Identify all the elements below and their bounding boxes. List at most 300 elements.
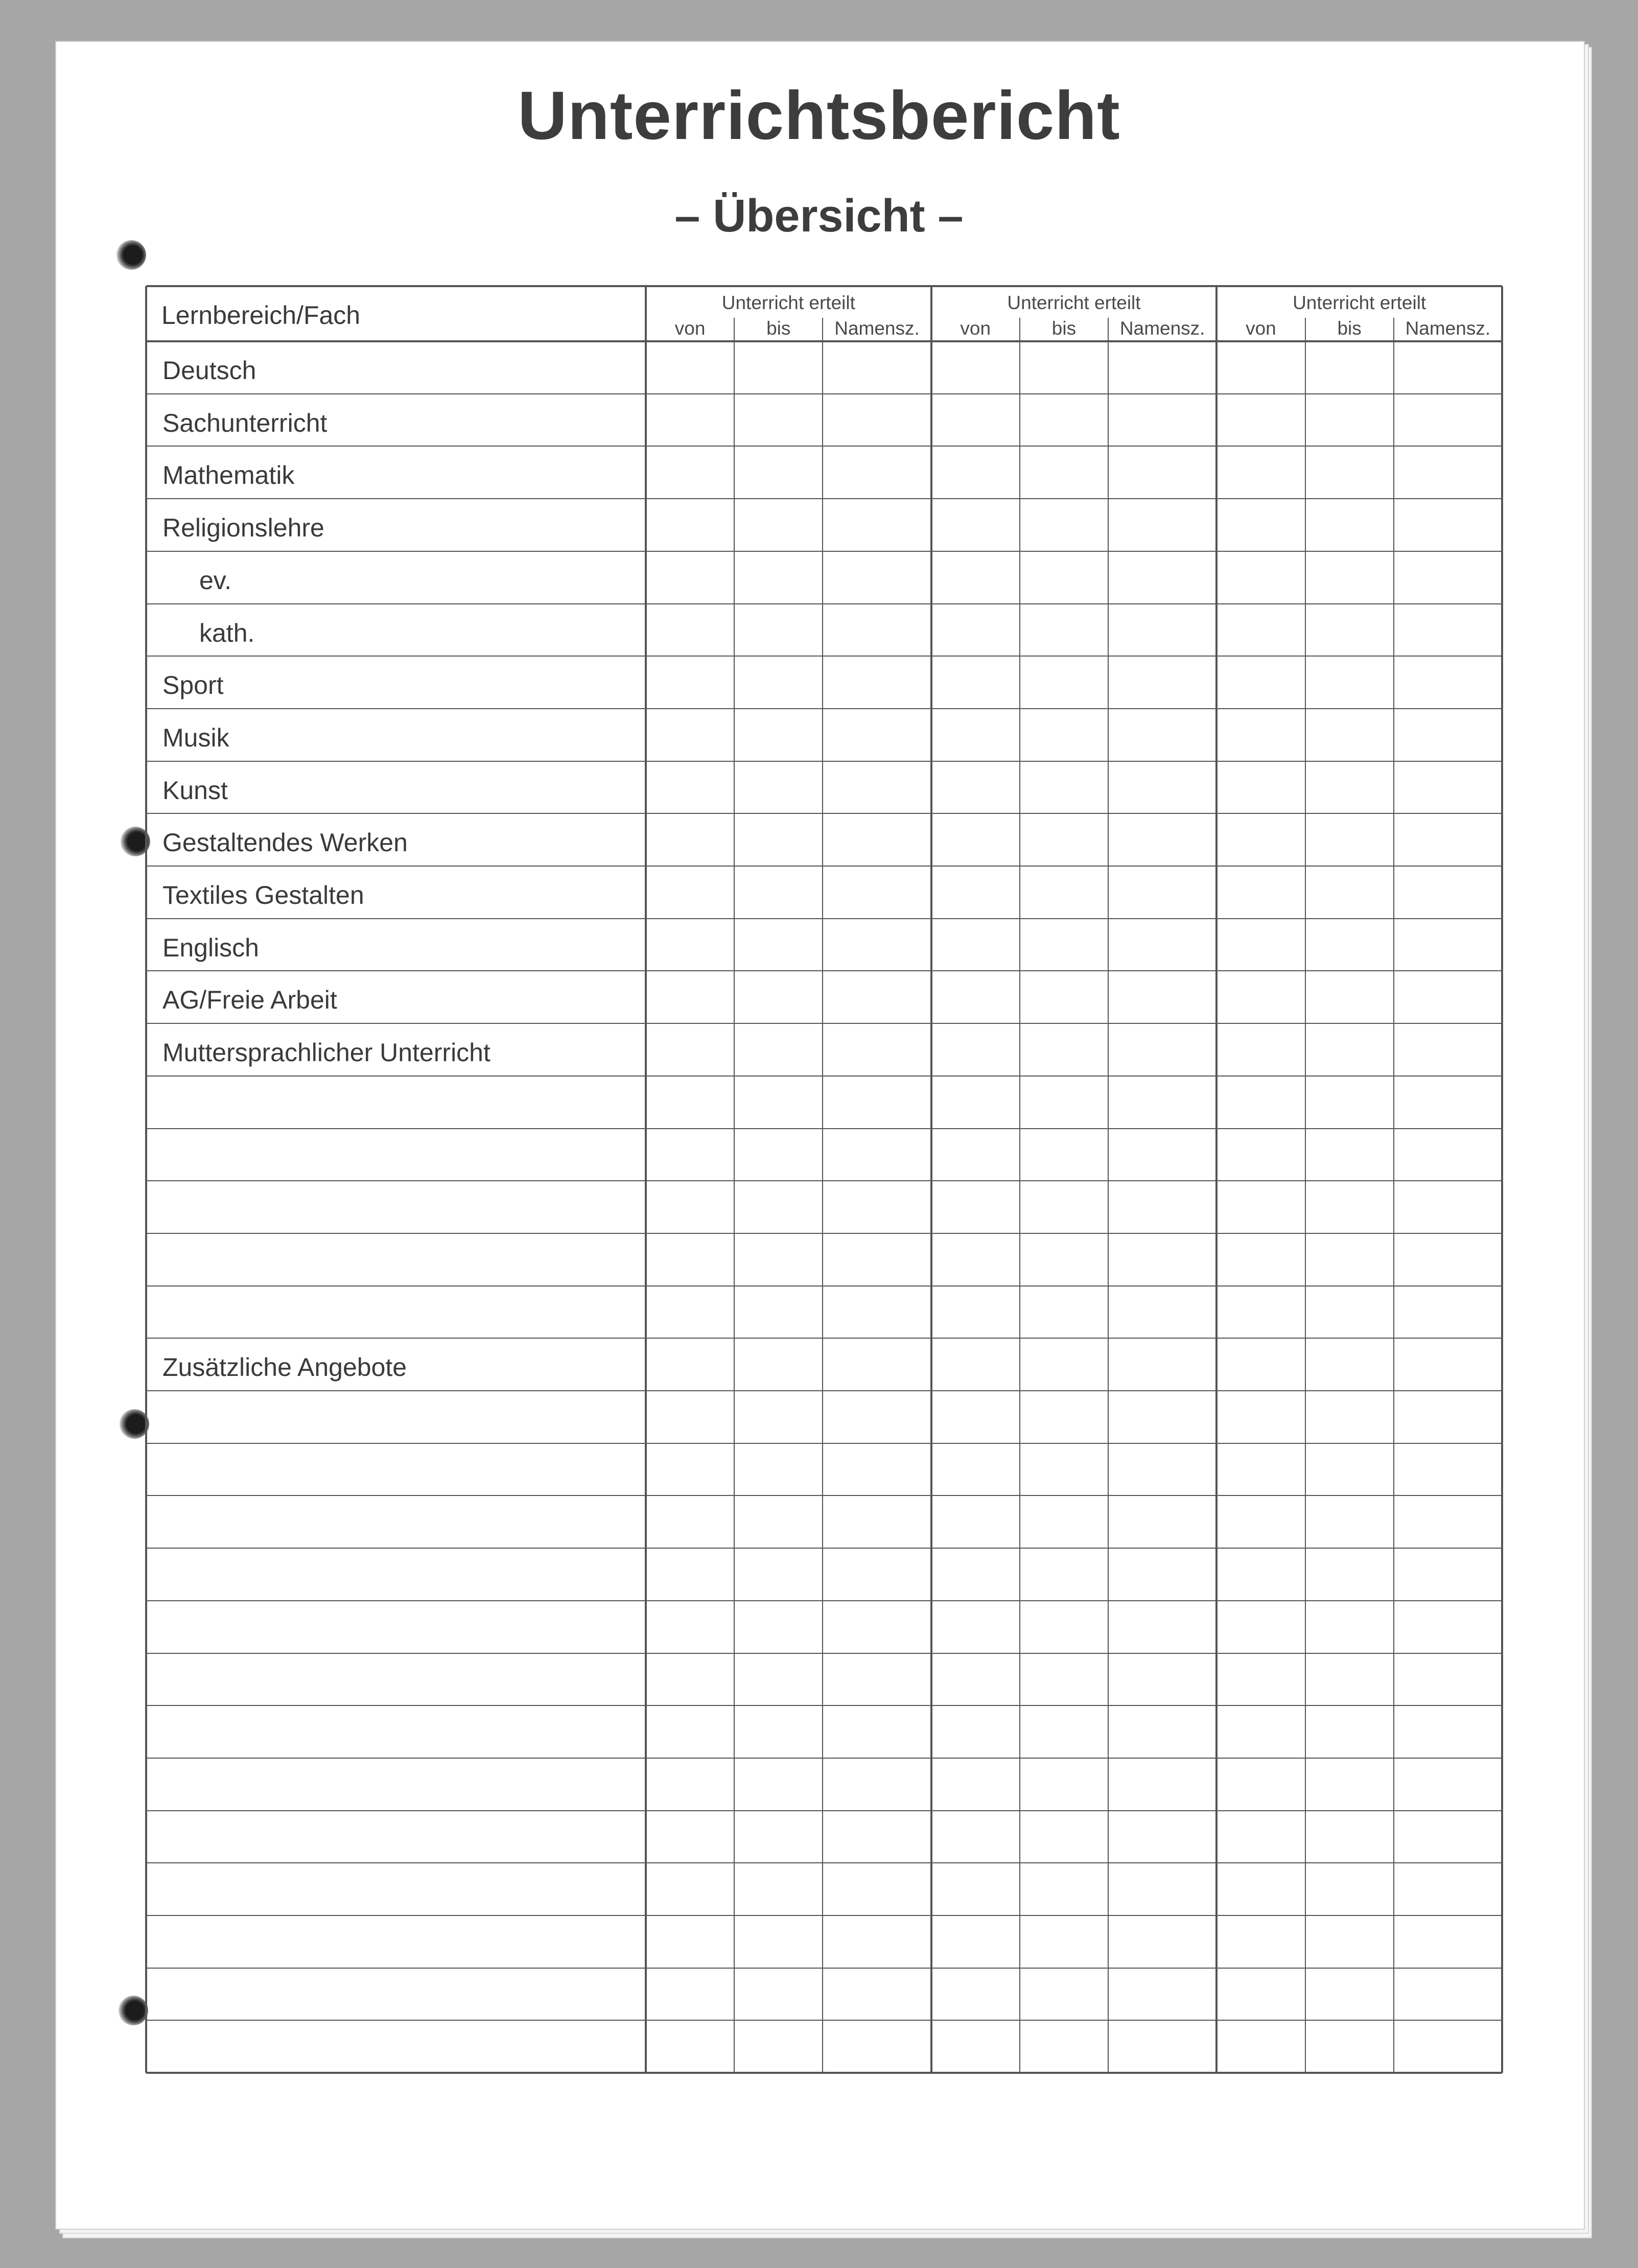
entry-cell-bis[interactable]	[1307, 343, 1392, 392]
entry-cell-von[interactable]	[1218, 2022, 1303, 2071]
entry-cell-von[interactable]	[647, 605, 733, 655]
entry-cell-von[interactable]	[933, 1707, 1018, 1757]
entry-cell-bis[interactable]	[1307, 1235, 1392, 1284]
entry-cell-namensz[interactable]	[1110, 1602, 1215, 1652]
entry-cell-namensz[interactable]	[1395, 763, 1501, 812]
entry-cell-namensz[interactable]	[824, 710, 929, 760]
entry-cell-namensz[interactable]	[824, 1812, 929, 1862]
row-separator	[146, 1338, 1502, 1339]
entry-cell-von[interactable]	[647, 1760, 733, 1809]
entry-cell-bis[interactable]	[736, 1392, 821, 1442]
entry-cell-bis[interactable]	[736, 1497, 821, 1547]
entry-cell-bis[interactable]	[1307, 1445, 1392, 1494]
entry-cell-von[interactable]	[647, 1025, 733, 1074]
entry-cell-namensz[interactable]	[1395, 1602, 1501, 1652]
entry-cell-von[interactable]	[933, 972, 1018, 1022]
entry-cell-bis[interactable]	[736, 605, 821, 655]
entry-cell-von[interactable]	[647, 500, 733, 550]
entry-cell-von[interactable]	[1218, 972, 1303, 1022]
entry-cell-von[interactable]	[933, 1917, 1018, 1967]
entry-cell-bis[interactable]	[1021, 448, 1107, 497]
entry-cell-bis[interactable]	[1021, 868, 1107, 917]
entry-cell-von[interactable]	[647, 1445, 733, 1494]
entry-cell-von[interactable]	[647, 972, 733, 1022]
entry-cell-namensz[interactable]	[1395, 1445, 1501, 1494]
entry-cell-von[interactable]	[1218, 815, 1303, 864]
entry-cell-von[interactable]	[1218, 1288, 1303, 1337]
entry-cell-namensz[interactable]	[1395, 1130, 1501, 1180]
entry-cell-namensz[interactable]	[824, 1970, 929, 2019]
entry-cell-namensz[interactable]	[1110, 1235, 1215, 1284]
entry-cell-bis[interactable]	[1307, 763, 1392, 812]
entry-cell-namensz[interactable]	[1110, 1497, 1215, 1547]
entry-cell-von[interactable]	[933, 763, 1018, 812]
entry-cell-bis[interactable]	[1021, 500, 1107, 550]
entry-cell-bis[interactable]	[1021, 972, 1107, 1022]
entry-cell-von[interactable]	[647, 710, 733, 760]
entry-cell-von[interactable]	[1218, 1392, 1303, 1442]
entry-cell-von[interactable]	[933, 1864, 1018, 1914]
entry-cell-namensz[interactable]	[1395, 1392, 1501, 1442]
entry-cell-namensz[interactable]	[1395, 1970, 1501, 2019]
entry-cell-namensz[interactable]	[1395, 710, 1501, 760]
entry-cell-namensz[interactable]	[824, 1130, 929, 1180]
entry-cell-bis[interactable]	[1021, 815, 1107, 864]
entry-cell-namensz[interactable]	[1395, 2022, 1501, 2071]
entry-cell-namensz[interactable]	[824, 1497, 929, 1547]
entry-cell-bis[interactable]	[1307, 500, 1392, 550]
entry-cell-namensz[interactable]	[1395, 343, 1501, 392]
entry-cell-von[interactable]	[933, 1288, 1018, 1337]
entry-cell-namensz[interactable]	[1395, 500, 1501, 550]
entry-cell-von[interactable]	[933, 1760, 1018, 1809]
entry-cell-bis[interactable]	[1021, 1288, 1107, 1337]
entry-cell-von[interactable]	[933, 1025, 1018, 1074]
entry-cell-bis[interactable]	[736, 1707, 821, 1757]
entry-cell-bis[interactable]	[1021, 605, 1107, 655]
entry-cell-namensz[interactable]	[1110, 2022, 1215, 2071]
entry-cell-von[interactable]	[647, 2022, 733, 2071]
entry-cell-von[interactable]	[647, 1707, 733, 1757]
entry-cell-von[interactable]	[1218, 658, 1303, 707]
entry-cell-bis[interactable]	[736, 448, 821, 497]
entry-cell-von[interactable]	[933, 1550, 1018, 1599]
entry-cell-bis[interactable]	[1307, 395, 1392, 445]
entry-cell-bis[interactable]	[1307, 815, 1392, 864]
entry-cell-namensz[interactable]	[1110, 605, 1215, 655]
entry-cell-von[interactable]	[647, 343, 733, 392]
entry-cell-namensz[interactable]	[1110, 1760, 1215, 1809]
entry-cell-bis[interactable]	[1021, 1445, 1107, 1494]
entry-cell-namensz[interactable]	[1395, 1182, 1501, 1232]
entry-cell-von[interactable]	[647, 1078, 733, 1127]
entry-cell-bis[interactable]	[736, 1550, 821, 1599]
entry-cell-bis[interactable]	[736, 343, 821, 392]
entry-cell-bis[interactable]	[1307, 1340, 1392, 1389]
entry-cell-namensz[interactable]	[1395, 972, 1501, 1022]
entry-cell-bis[interactable]	[1307, 710, 1392, 760]
entry-cell-namensz[interactable]	[1110, 1288, 1215, 1337]
row-separator	[146, 1128, 1502, 1129]
entry-cell-bis[interactable]	[1021, 710, 1107, 760]
entry-cell-namensz[interactable]	[1110, 395, 1215, 445]
entry-cell-bis[interactable]	[1307, 1864, 1392, 1914]
entry-cell-namensz[interactable]	[1110, 1025, 1215, 1074]
entry-cell-bis[interactable]	[1021, 1340, 1107, 1389]
entry-cell-namensz[interactable]	[1110, 1445, 1215, 1494]
entry-cell-von[interactable]	[1218, 1550, 1303, 1599]
entry-cell-namensz[interactable]	[1395, 868, 1501, 917]
entry-cell-bis[interactable]	[1307, 1655, 1392, 1704]
entry-cell-namensz[interactable]	[1395, 920, 1501, 970]
entry-cell-von[interactable]	[1218, 920, 1303, 970]
entry-cell-namensz[interactable]	[824, 395, 929, 445]
entry-cell-bis[interactable]	[736, 1340, 821, 1389]
entry-cell-namensz[interactable]	[1110, 1392, 1215, 1442]
entry-cell-namensz[interactable]	[1395, 1917, 1501, 1967]
entry-cell-bis[interactable]	[1307, 658, 1392, 707]
entry-cell-von[interactable]	[933, 1182, 1018, 1232]
entry-cell-von[interactable]	[933, 1497, 1018, 1547]
entry-cell-von[interactable]	[933, 1392, 1018, 1442]
entry-cell-namensz[interactable]	[1110, 868, 1215, 917]
entry-cell-namensz[interactable]	[1395, 1655, 1501, 1704]
entry-cell-namensz[interactable]	[1110, 1917, 1215, 1967]
entry-cell-namensz[interactable]	[824, 1655, 929, 1704]
entry-cell-namensz[interactable]	[1110, 1340, 1215, 1389]
entry-cell-bis[interactable]	[736, 1182, 821, 1232]
entry-cell-von[interactable]	[933, 1445, 1018, 1494]
entry-cell-von[interactable]	[1218, 1970, 1303, 2019]
entry-cell-bis[interactable]	[736, 1602, 821, 1652]
entry-cell-von[interactable]	[933, 1655, 1018, 1704]
entry-cell-von[interactable]	[647, 1235, 733, 1284]
entry-cell-von[interactable]	[647, 868, 733, 917]
entry-cell-namensz[interactable]	[1395, 1497, 1501, 1547]
entry-cell-bis[interactable]	[1021, 1970, 1107, 2019]
entry-cell-namensz[interactable]	[1110, 1655, 1215, 1704]
entry-cell-von[interactable]	[933, 658, 1018, 707]
entry-cell-bis[interactable]	[736, 1917, 821, 1967]
entry-cell-bis[interactable]	[1307, 448, 1392, 497]
entry-cell-namensz[interactable]	[1395, 448, 1501, 497]
entry-cell-bis[interactable]	[736, 553, 821, 602]
entry-cell-bis[interactable]	[1307, 1392, 1392, 1442]
entry-cell-von[interactable]	[933, 343, 1018, 392]
entry-cell-namensz[interactable]	[824, 1550, 929, 1599]
entry-cell-bis[interactable]	[1021, 1602, 1107, 1652]
entry-cell-von[interactable]	[1218, 343, 1303, 392]
entry-cell-bis[interactable]	[736, 815, 821, 864]
entry-cell-von[interactable]	[933, 1970, 1018, 2019]
entry-cell-namensz[interactable]	[824, 2022, 929, 2071]
entry-cell-bis[interactable]	[1307, 2022, 1392, 2071]
entry-cell-namensz[interactable]	[824, 658, 929, 707]
entry-cell-bis[interactable]	[1307, 1970, 1392, 2019]
entry-cell-namensz[interactable]	[824, 605, 929, 655]
entry-cell-von[interactable]	[933, 553, 1018, 602]
entry-cell-von[interactable]	[1218, 1655, 1303, 1704]
entry-cell-bis[interactable]	[1021, 1550, 1107, 1599]
entry-cell-bis[interactable]	[1021, 1655, 1107, 1704]
entry-cell-namensz[interactable]	[1110, 553, 1215, 602]
entry-cell-namensz[interactable]	[1395, 1864, 1501, 1914]
entry-cell-namensz[interactable]	[824, 815, 929, 864]
entry-cell-bis[interactable]	[1021, 1707, 1107, 1757]
entry-cell-von[interactable]	[933, 605, 1018, 655]
entry-cell-von[interactable]	[933, 920, 1018, 970]
entry-cell-bis[interactable]	[736, 1235, 821, 1284]
entry-cell-bis[interactable]	[1021, 1130, 1107, 1180]
entry-cell-namensz[interactable]	[1395, 1288, 1501, 1337]
entry-cell-bis[interactable]	[736, 1655, 821, 1704]
entry-cell-von[interactable]	[933, 1130, 1018, 1180]
entry-cell-von[interactable]	[1218, 1340, 1303, 1389]
entry-cell-bis[interactable]	[736, 658, 821, 707]
entry-cell-von[interactable]	[1218, 395, 1303, 445]
entry-cell-namensz[interactable]	[824, 920, 929, 970]
entry-cell-von[interactable]	[647, 1655, 733, 1704]
entry-cell-namensz[interactable]	[1110, 1078, 1215, 1127]
entry-cell-bis[interactable]	[736, 1130, 821, 1180]
entry-cell-namensz[interactable]	[1395, 1078, 1501, 1127]
entry-cell-namensz[interactable]	[824, 1602, 929, 1652]
entry-cell-namensz[interactable]	[1395, 1760, 1501, 1809]
entry-cell-bis[interactable]	[1307, 972, 1392, 1022]
entry-cell-namensz[interactable]	[1110, 448, 1215, 497]
entry-cell-namensz[interactable]	[824, 1288, 929, 1337]
entry-cell-von[interactable]	[1218, 1025, 1303, 1074]
entry-cell-namensz[interactable]	[1395, 1340, 1501, 1389]
entry-cell-bis[interactable]	[1307, 1497, 1392, 1547]
entry-cell-von[interactable]	[933, 1602, 1018, 1652]
entry-cell-bis[interactable]	[1021, 658, 1107, 707]
entry-cell-bis[interactable]	[736, 1078, 821, 1127]
entry-cell-namensz[interactable]	[824, 1445, 929, 1494]
entry-cell-namensz[interactable]	[824, 1917, 929, 1967]
entry-cell-von[interactable]	[647, 1288, 733, 1337]
entry-cell-von[interactable]	[1218, 1497, 1303, 1547]
entry-cell-von[interactable]	[1218, 605, 1303, 655]
entry-cell-bis[interactable]	[1307, 1550, 1392, 1599]
entry-cell-namensz[interactable]	[1110, 1707, 1215, 1757]
entry-cell-von[interactable]	[1218, 1917, 1303, 1967]
entry-cell-namensz[interactable]	[1395, 1707, 1501, 1757]
entry-cell-von[interactable]	[933, 710, 1018, 760]
entry-cell-bis[interactable]	[1307, 1078, 1392, 1127]
entry-cell-bis[interactable]	[1307, 1917, 1392, 1967]
entry-cell-bis[interactable]	[1021, 1182, 1107, 1232]
entry-cell-von[interactable]	[1218, 1130, 1303, 1180]
entry-cell-von[interactable]	[1218, 553, 1303, 602]
entry-cell-von[interactable]	[933, 1340, 1018, 1389]
entry-cell-namensz[interactable]	[1395, 605, 1501, 655]
entry-cell-von[interactable]	[647, 553, 733, 602]
entry-cell-namensz[interactable]	[824, 763, 929, 812]
entry-cell-namensz[interactable]	[1110, 1864, 1215, 1914]
entry-cell-namensz[interactable]	[824, 1864, 929, 1914]
entry-cell-namensz[interactable]	[1110, 1130, 1215, 1180]
entry-cell-von[interactable]	[1218, 448, 1303, 497]
entry-cell-namensz[interactable]	[1395, 658, 1501, 707]
entry-cell-namensz[interactable]	[1110, 815, 1215, 864]
entry-cell-namensz[interactable]	[824, 1235, 929, 1284]
entry-cell-bis[interactable]	[1307, 920, 1392, 970]
entry-cell-namensz[interactable]	[824, 868, 929, 917]
entry-cell-von[interactable]	[1218, 1235, 1303, 1284]
entry-cell-von[interactable]	[933, 1235, 1018, 1284]
entry-cell-von[interactable]	[1218, 710, 1303, 760]
entry-cell-bis[interactable]	[736, 1288, 821, 1337]
entry-cell-namensz[interactable]	[1395, 1025, 1501, 1074]
entry-cell-bis[interactable]	[1021, 1235, 1107, 1284]
entry-cell-namensz[interactable]	[1110, 972, 1215, 1022]
entry-cell-namensz[interactable]	[1395, 1550, 1501, 1599]
entry-cell-namensz[interactable]	[1395, 1235, 1501, 1284]
row-separator	[146, 393, 1502, 394]
entry-cell-von[interactable]	[933, 868, 1018, 917]
entry-cell-bis[interactable]	[736, 1864, 821, 1914]
entry-cell-von[interactable]	[933, 2022, 1018, 2071]
entry-cell-bis[interactable]	[1021, 1812, 1107, 1862]
entry-cell-bis[interactable]	[1021, 1864, 1107, 1914]
entry-cell-bis[interactable]	[736, 763, 821, 812]
entry-cell-bis[interactable]	[1021, 1497, 1107, 1547]
entry-cell-namensz[interactable]	[1395, 815, 1501, 864]
entry-cell-bis[interactable]	[1307, 1182, 1392, 1232]
entry-cell-namensz[interactable]	[824, 1392, 929, 1442]
entry-cell-bis[interactable]	[1021, 1025, 1107, 1074]
entry-cell-von[interactable]	[647, 1970, 733, 2019]
entry-cell-namensz[interactable]	[824, 1025, 929, 1074]
entry-cell-von[interactable]	[647, 1812, 733, 1862]
entry-cell-bis[interactable]	[1307, 1602, 1392, 1652]
entry-cell-von[interactable]	[647, 920, 733, 970]
entry-cell-namensz[interactable]	[1110, 343, 1215, 392]
entry-cell-namensz[interactable]	[1395, 395, 1501, 445]
entry-cell-von[interactable]	[647, 1497, 733, 1547]
entry-cell-namensz[interactable]	[1395, 1812, 1501, 1862]
entry-cell-von[interactable]	[933, 1078, 1018, 1127]
entry-cell-von[interactable]	[647, 815, 733, 864]
entry-cell-bis[interactable]	[1021, 1078, 1107, 1127]
entry-cell-von[interactable]	[647, 448, 733, 497]
entry-cell-bis[interactable]	[1307, 1130, 1392, 1180]
entry-cell-bis[interactable]	[736, 972, 821, 1022]
entry-cell-von[interactable]	[647, 1917, 733, 1967]
entry-cell-bis[interactable]	[736, 868, 821, 917]
entry-cell-namensz[interactable]	[824, 1078, 929, 1127]
entry-cell-von[interactable]	[933, 1812, 1018, 1862]
entry-cell-namensz[interactable]	[1110, 1970, 1215, 2019]
entry-cell-bis[interactable]	[1021, 1392, 1107, 1442]
entry-cell-von[interactable]	[647, 1602, 733, 1652]
entry-cell-bis[interactable]	[736, 710, 821, 760]
entry-cell-von[interactable]	[1218, 1078, 1303, 1127]
entry-cell-bis[interactable]	[1021, 763, 1107, 812]
entry-cell-namensz[interactable]	[1110, 710, 1215, 760]
entry-cell-bis[interactable]	[736, 1970, 821, 2019]
entry-cell-bis[interactable]	[1307, 1812, 1392, 1862]
entry-cell-bis[interactable]	[1021, 920, 1107, 970]
entry-cell-bis[interactable]	[1307, 605, 1392, 655]
entry-cell-namensz[interactable]	[1110, 1812, 1215, 1862]
entry-cell-bis[interactable]	[1307, 1707, 1392, 1757]
entry-cell-namensz[interactable]	[824, 1182, 929, 1232]
entry-cell-namensz[interactable]	[824, 553, 929, 602]
entry-cell-namensz[interactable]	[1110, 658, 1215, 707]
entry-cell-namensz[interactable]	[824, 500, 929, 550]
entry-cell-von[interactable]	[647, 1182, 733, 1232]
entry-cell-namensz[interactable]	[824, 343, 929, 392]
entry-cell-von[interactable]	[647, 1130, 733, 1180]
entry-cell-bis[interactable]	[736, 500, 821, 550]
entry-cell-bis[interactable]	[736, 1812, 821, 1862]
entry-cell-bis[interactable]	[1021, 343, 1107, 392]
entry-cell-von[interactable]	[1218, 1602, 1303, 1652]
entry-cell-bis[interactable]	[1021, 1760, 1107, 1809]
entry-cell-von[interactable]	[647, 1340, 733, 1389]
entry-cell-von[interactable]	[1218, 763, 1303, 812]
entry-cell-von[interactable]	[1218, 1707, 1303, 1757]
entry-cell-namensz[interactable]	[1110, 763, 1215, 812]
entry-cell-von[interactable]	[647, 1864, 733, 1914]
entry-cell-bis[interactable]	[1307, 553, 1392, 602]
entry-cell-von[interactable]	[933, 815, 1018, 864]
entry-cell-namensz[interactable]	[824, 972, 929, 1022]
entry-cell-bis[interactable]	[1021, 395, 1107, 445]
entry-cell-von[interactable]	[933, 500, 1018, 550]
entry-cell-bis[interactable]	[736, 1760, 821, 1809]
entry-cell-von[interactable]	[933, 395, 1018, 445]
entry-cell-namensz[interactable]	[824, 448, 929, 497]
entry-cell-bis[interactable]	[736, 920, 821, 970]
entry-cell-namensz[interactable]	[1395, 553, 1501, 602]
entry-cell-von[interactable]	[1218, 500, 1303, 550]
entry-cell-von[interactable]	[647, 763, 733, 812]
entry-cell-bis[interactable]	[736, 395, 821, 445]
entry-cell-bis[interactable]	[1021, 2022, 1107, 2071]
entry-cell-namensz[interactable]	[824, 1340, 929, 1389]
entry-cell-von[interactable]	[647, 1550, 733, 1599]
entry-cell-bis[interactable]	[736, 1445, 821, 1494]
entry-cell-bis[interactable]	[736, 1025, 821, 1074]
entry-cell-bis[interactable]	[1307, 1025, 1392, 1074]
entry-cell-von[interactable]	[1218, 1445, 1303, 1494]
entry-cell-bis[interactable]	[1021, 553, 1107, 602]
entry-cell-bis[interactable]	[1307, 1288, 1392, 1337]
entry-cell-von[interactable]	[647, 395, 733, 445]
entry-cell-von[interactable]	[1218, 1182, 1303, 1232]
entry-cell-bis[interactable]	[736, 2022, 821, 2071]
entry-cell-bis[interactable]	[1307, 868, 1392, 917]
entry-cell-von[interactable]	[933, 448, 1018, 497]
entry-cell-namensz[interactable]	[824, 1760, 929, 1809]
entry-cell-namensz[interactable]	[1110, 500, 1215, 550]
entry-cell-von[interactable]	[1218, 868, 1303, 917]
entry-cell-bis[interactable]	[1307, 1760, 1392, 1809]
entry-cell-namensz[interactable]	[824, 1707, 929, 1757]
entry-cell-von[interactable]	[1218, 1760, 1303, 1809]
entry-cell-namensz[interactable]	[1110, 1182, 1215, 1232]
entry-cell-von[interactable]	[1218, 1864, 1303, 1914]
entry-cell-von[interactable]	[647, 1392, 733, 1442]
entry-cell-namensz[interactable]	[1110, 920, 1215, 970]
entry-cell-namensz[interactable]	[1110, 1550, 1215, 1599]
entry-cell-von[interactable]	[647, 658, 733, 707]
entry-cell-von[interactable]	[1218, 1812, 1303, 1862]
entry-cell-bis[interactable]	[1021, 1917, 1107, 1967]
